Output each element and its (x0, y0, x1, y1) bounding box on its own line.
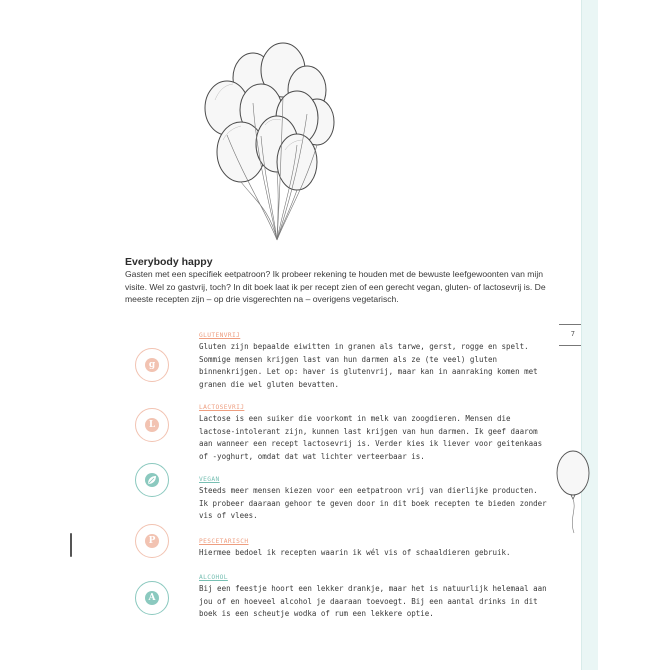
pescetarian-icon: P (145, 534, 159, 548)
section-text: Lactose is een suiker die voorkomt in melk van zoogdieren. Mensen die lactose-intolerant zijn, kunnen last krijgen van hun darmen. Ik geef daarom aan wanneer een recept lactosevrij is. Verder kies ik liever voor geitenkaas of -yoghurt, omdat dat wat lichter verteerbaar is. (199, 414, 543, 462)
section-text: Hiermee bedoel ik recepten waarin ik wél vis of schaaldieren gebruik. (199, 548, 511, 557)
section-label: PESCETARISCH (199, 538, 249, 545)
small-balloon-illustration (553, 447, 593, 537)
balloons-illustration (195, 40, 345, 245)
section-vegan (135, 476, 555, 526)
page-edge-band (581, 0, 598, 670)
gluten-free-icon: g (145, 358, 159, 372)
gluten-free-badge (135, 348, 169, 382)
section-label: LACTOSEVRIJ (199, 404, 245, 411)
section-text: Bij een feestje hoort een lekker drankje, maar het is natuurlijk helemaal aan jou of en hoeveel alcohol je daaraan toevoegt. Bij een aantal drinks in dit boek is een scheutje wodka of rum een lekkere optie. (199, 584, 547, 619)
vegan-badge (135, 463, 169, 497)
leaf-icon (145, 473, 159, 487)
section-lactosevrij (135, 404, 555, 464)
section-label: GLUTENVRIJ (199, 332, 241, 339)
lactose-free-icon: L (145, 418, 159, 432)
section-text: Steeds meer mensen kiezen voor een eetpatroon vrij van dierlijke producten. Ik probeer daaraan gehoor te geven door in dit boek recepten te bieden zonder vis of vlees. (199, 486, 547, 521)
section-label: VEGAN (199, 476, 220, 483)
section-glutenvrij (135, 332, 555, 392)
page-number: 7 (570, 330, 575, 338)
alcohol-icon: A (145, 591, 159, 605)
page-title: Everybody happy (125, 256, 213, 268)
alcohol-badge (135, 581, 169, 615)
section-text: Gluten zijn bepaalde eiwitten in granen als tarwe, gerst, rogge en spelt. Sommige mensen krijgen last van hun darmen als ze (te veel) gluten binnenkrijgen. Let op: haver is glutenvrij, maar kan in aanraking komen met granen die wel gluten bevatten. (199, 342, 538, 390)
page-edge-line (581, 0, 582, 670)
intro-paragraph: Gasten met een specifiek eetpatroon? Ik probeer rekening te houden met de bewuste leefgewoonten van mijn visite. Wel zo gastvrij, toch? In dit boek laat ik per recept zien of een gerecht vegan, gluten- of lactosevrij is. De meeste recepten zijn – op drie visgerechten na – overigens vegetarisch. (125, 269, 546, 305)
section-alcohol (135, 574, 555, 634)
section-pescetarisch (135, 538, 555, 568)
lactose-free-badge (135, 408, 169, 442)
page-number-box (559, 324, 581, 346)
section-label: ALCOHOL (199, 574, 228, 581)
pescetarian-badge (135, 524, 169, 558)
page-fold-mark (70, 533, 72, 557)
